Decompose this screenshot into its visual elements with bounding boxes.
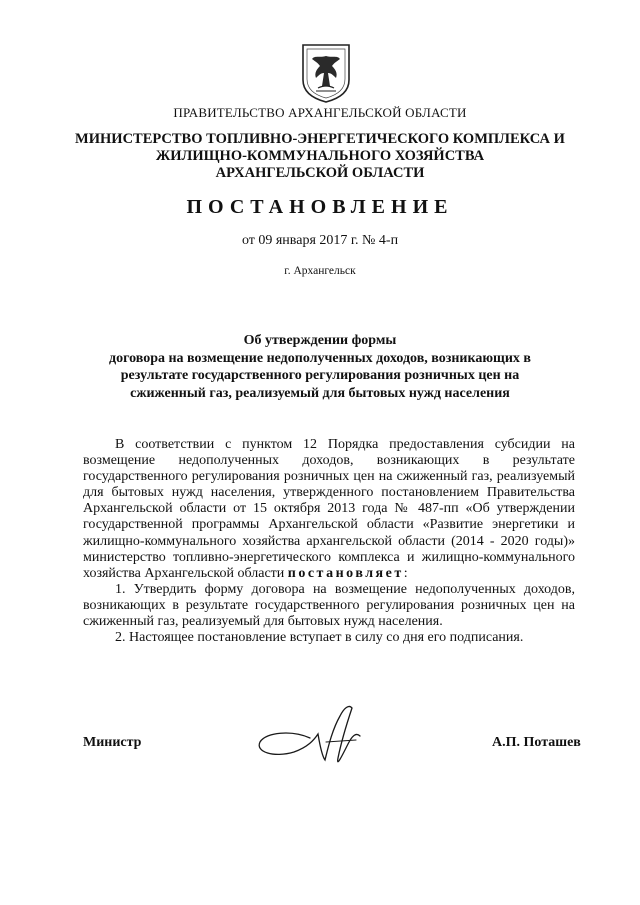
- ministry-name: [0, 131, 640, 182]
- document-city: г. Архангельск: [284, 265, 356, 277]
- title-line: договора на возмещение недополученных доходов, возникающих в: [109, 350, 531, 366]
- title-line: сжиженный газ, реализуемый для бытовых нужд населения: [130, 385, 510, 401]
- document-title: [0, 332, 640, 402]
- title-line: результате государственного регулирования розничных цен на: [120, 368, 520, 383]
- signatory-position: Министр: [83, 735, 142, 750]
- document-date: от 09 января 2017 г. № 4-п: [241, 233, 399, 248]
- signatory-name: А.П. Поташев: [492, 735, 581, 750]
- ministry-line: МИНИСТЕРСТВО ТОПЛИВНО-ЭНЕРГЕТИЧЕСКОГО КОМПЛЕКСА И: [75, 131, 565, 147]
- preamble-text: В соответствии с пунктом 12 Порядка предоставления субсидии на возмещение недополученных доходов, возникающих в результате государственного регулирования розничных цен на сжиженный газ, реализуемый для бытовых нужд населения, утвержденного постановлением Правительства Архангельской области от 15 октября 2013 года № 487-пп «Об утверждении государственной программы Архангельской области «Развитие энергетики и жилищно-коммунального хозяйства архангельской области (2014 - 2020 годы)» министерство топливно-энергетического комплекса и жилищно-коммунального хозяйства Архангельской области: [83, 437, 575, 581]
- decree-word: постановляет: [287, 565, 404, 581]
- government-name: ПРАВИТЕЛЬСТВО АРХАНГЕЛЬСКОЙ ОБЛАСТИ: [173, 105, 467, 120]
- signature-icon: [252, 700, 382, 770]
- coat-of-arms-icon: [300, 42, 352, 104]
- ministry-line: АРХАНГЕЛЬСКОЙ ОБЛАСТИ: [215, 165, 425, 181]
- ministry-line: ЖИЛИЩНО-КОММУНАЛЬНОГО ХОЗЯЙСТВА: [155, 148, 485, 164]
- title-line: Об утверждении формы: [243, 333, 397, 348]
- preamble-paragraph: В соответствии с пунктом 12 Порядка предоставления субсидии на возмещение недополученных доходов, возникающих в результате государственного регулирования розничных цен на сжиженный газ, реализуемый для бытовых нужд населения, утвержденного постановлением Правительства Архангельской области от 15 октября 2013 года № 487-пп «Об утверждении государственной программы Архангельской области «Развитие энергетики и жилищно-коммунального хозяйства архангельской области (2014 - 2020 годы)» министерство топливно-энергетического комплекса и жилищно-коммунального хозяйства Архангельской области постановляет:: [83, 437, 575, 581]
- clause-2: 2. Настоящее постановление вступает в силу со дня его подписания.: [115, 630, 524, 646]
- clause-1: 1. Утвердить форму договора на возмещение недополученных доходов, возникающих в результате государственного регулирования розничных цен на сжиженный газ, реализуемый для бытовых нужд населения.: [83, 581, 575, 630]
- document-type: ПОСТАНОВЛЕНИЕ: [186, 196, 454, 218]
- document-body: [83, 437, 575, 646]
